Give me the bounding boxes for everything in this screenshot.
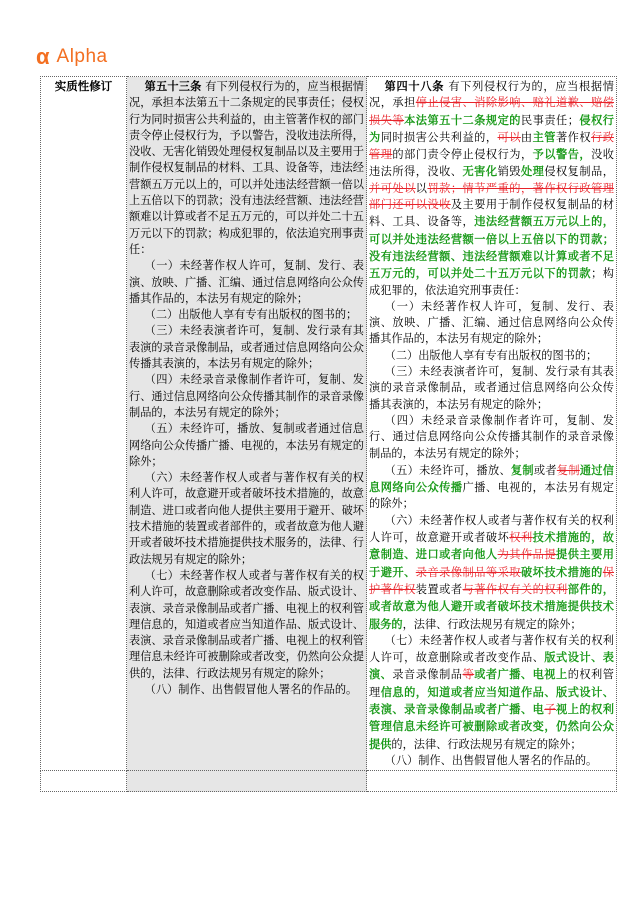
deleted-text: 行政管理 xyxy=(369,130,614,162)
inserted-text: 提供主要用于避开、 xyxy=(369,547,614,579)
text: 或者 xyxy=(533,463,557,477)
old-article-intro xyxy=(129,78,364,258)
list-item: （八）制作、出售假冒他人署名的作品的。 xyxy=(144,682,358,696)
alpha-logo-icon: α xyxy=(36,44,50,69)
inserted-text: 信息的，知道或者应当知道作品、版式设计、表演、录音录像制品或者广播、电 xyxy=(369,684,614,716)
text: 录音录像制品 xyxy=(392,668,463,682)
inserted-text: 或者广播、电视上 xyxy=(474,667,568,682)
deleted-text: 复制 xyxy=(556,463,580,477)
list-item: （二）出版他人享有专有出版权的图书的； xyxy=(384,348,598,362)
deleted-text: 录音录像制品等采取 xyxy=(415,565,521,579)
inserted-text: 处理 xyxy=(520,164,545,179)
empty-cell xyxy=(41,771,127,792)
list-item: （一）未经著作权人许可，复制、发行、表演、放映、广播、汇编、通过信息网络向公众传播其作品的，本法另有规定的除外； xyxy=(129,259,364,305)
list-item: （六）未经著作权人或者与著作权有关的权利人许可，故意避开或者破坏技术措施的，故意制造、进口或者向他人提供主要用于避开、破坏技术措施的装置或者部件的，或者故意为他人避开或者破坏技术措施提供技术服务的，法律、行政法规另有规定的除外； xyxy=(129,471,364,566)
list-item xyxy=(369,513,614,633)
text: ，法律、行政法规另有规定的除外； xyxy=(402,617,582,631)
text: 同时损害公共利益的， xyxy=(380,130,498,144)
text: 的部门责令停止侵权行为， xyxy=(392,148,533,162)
list-item: （八）制作、出售假冒他人署名的作品的。 xyxy=(384,753,598,767)
list-item xyxy=(369,633,614,753)
inserted-text: 无害化 xyxy=(462,164,498,179)
inserted-text: 版式设计、表演、 xyxy=(369,650,614,682)
text: 广播、电视的，本法另有规定的除外； xyxy=(369,481,614,511)
text: （六）未经著作权人或者与著作权有关的权利人许可，故意避开或者破坏 xyxy=(369,513,614,545)
inserted-text: 破坏技术措施的 xyxy=(520,564,603,579)
empty-cell xyxy=(127,771,367,792)
comparison-table xyxy=(40,76,617,792)
text: 及主要用于制作侵权复制品的材料、工具、设备等， xyxy=(369,198,614,229)
new-article-intro xyxy=(369,78,614,299)
inserted-text: 本法第五十二条规定的 xyxy=(404,112,521,127)
inserted-text: 主管 xyxy=(532,129,556,144)
list-item: （七）未经著作权人或者与著作权有关的权利人许可，故意删除或者改变作品、版式设计、表演、录音录像制品或者广播、电视上的权利管理信息的，知道或者应当知道作品、版式设计、表演、录音录像制品或者广播、电视上的权利管理信息未经许可被删除或者改变，仍然向公众提供的，法律、行政法规另有规定的除外； xyxy=(129,568,364,680)
deleted-text: 权利 xyxy=(509,531,533,545)
deleted-text: 与著作权有关的权利 xyxy=(462,582,568,596)
inserted-text: 技术措施的，故意制造、进口或者向他人 xyxy=(369,530,614,562)
inserted-text: 部件的，或者故意为他人避开或者破坏技术措施提供技术服务的 xyxy=(369,581,614,631)
text: 的权利管理 xyxy=(369,668,614,699)
list-item: （四）未经录音录像制作者许可，复制、发行、通过信息网络向公众传播其制作的录音录像制品的，本法另有规定的除外； xyxy=(369,413,614,460)
text: （七）未经著作权人或者与著作权有关的权利人许可，故意删除或者改变作品、 xyxy=(369,633,614,665)
old-intro-text: 有下列侵权行为的，应当根据情况，承担本法第五十二条规定的民事责任；侵权行为同时损害公共利益的，由主管著作权的部门责令停止侵权行为，予以警告，没收违法所得，没收、无害化销毁处理侵权复制品以及主要用于制作侵权复制品的材料、工具、设备等，违法经营额五万元以上的，可以并处违法经营额一倍以上五倍以下的罚款；没有违法经营额、违法经营额难以计算或者不足五万元的，可以并处二十五万元以下的罚款；构成犯罪的，依法追究刑事责任： xyxy=(129,80,364,256)
text: 的，法律、行政法规另有规定的除外； xyxy=(391,737,582,751)
text: 以 xyxy=(415,181,428,195)
alpha-logo xyxy=(36,46,108,68)
empty-row xyxy=(41,771,617,792)
deleted-text: 可以 xyxy=(497,130,521,144)
new-article-cell xyxy=(367,77,617,771)
alpha-logo-text: Alpha xyxy=(56,46,108,67)
list-item: （二）出版他人享有专有出版权的图书的； xyxy=(144,308,358,322)
text: （五）未经许可，播放、 xyxy=(384,463,511,477)
inserted-text: 予以警告， xyxy=(532,147,592,162)
inserted-text: 视上的权利管理信息未经许可被删除或者改变，仍然向公众提供 xyxy=(369,701,614,751)
category-cell: 实质性修订 xyxy=(41,77,127,771)
list-item: （五）未经许可，播放、复制或者通过信息网络向公众传播广播、电视的，本法另有规定的除外； xyxy=(129,422,364,468)
text: 著作权 xyxy=(555,130,592,144)
old-article-number: 第五十三条 xyxy=(144,79,202,93)
list-item: （三）未经表演者许可，复制、发行录有其表演的录音录像制品，或者通过信息网络向公众传播其表演的，本法另有规定的除外； xyxy=(369,365,614,411)
text: 由 xyxy=(520,130,533,144)
empty-cell xyxy=(367,771,617,792)
list-item xyxy=(369,462,614,513)
text: 有下列侵权行为的，应当根据情况，承担 xyxy=(369,80,614,110)
deleted-text: 并可处以 xyxy=(369,181,416,195)
inserted-text: 违法经营额五万元以上的，可以并处违法经营额一倍以上五倍以下的罚款；没有违法经营额、违法经营额难以计算或者不足五万元的，可以并处二十五万元以下的罚款 xyxy=(369,214,614,281)
deleted-text: 为其作品提 xyxy=(497,548,557,562)
list-item: （一）未经著作权人许可，复制、发行、表演、放映、广播、汇编、通过信息网络向公众传播其作品的，本法另有规定的除外； xyxy=(369,299,614,346)
deleted-text: 子 xyxy=(544,702,557,716)
table-row xyxy=(41,77,617,771)
deleted-text: 罚款；情节严重的，著作权行政管理部门还可以没收 xyxy=(369,181,614,212)
deleted-text: 等 xyxy=(462,668,475,682)
inserted-text: 侵权行为 xyxy=(369,112,614,144)
deleted-text: 保护著作权 xyxy=(369,565,614,596)
list-item: （四）未经录音录像制作者许可，复制、发行、通过信息网络向公众传播其制作的录音录像制品的，本法另有规定的除外； xyxy=(129,373,364,419)
text: 侵权复制品， xyxy=(544,165,614,179)
text: 销毁 xyxy=(497,165,521,179)
inserted-text: 通过信息网络向公众传播 xyxy=(369,462,614,495)
list-item: （三）未经表演者许可，复制、发行录有其表演的录音录像制品，或者通过信息网络向公众传播其表演的，本法另有规定的除外； xyxy=(129,324,364,371)
inserted-text: 复制 xyxy=(510,462,534,477)
text: ；构成犯罪的，依法追究刑事责任： xyxy=(369,267,614,297)
old-article-cell xyxy=(127,77,367,771)
text: 装置或者 xyxy=(415,582,463,596)
new-article-number: 第四十八条 xyxy=(384,79,445,93)
text: 民事责任； xyxy=(520,113,579,127)
text: 没收违法所得，没收、 xyxy=(369,148,614,179)
deleted-text: 停止侵害、消除影响、赔礼道歉、赔偿损失等 xyxy=(369,96,614,127)
